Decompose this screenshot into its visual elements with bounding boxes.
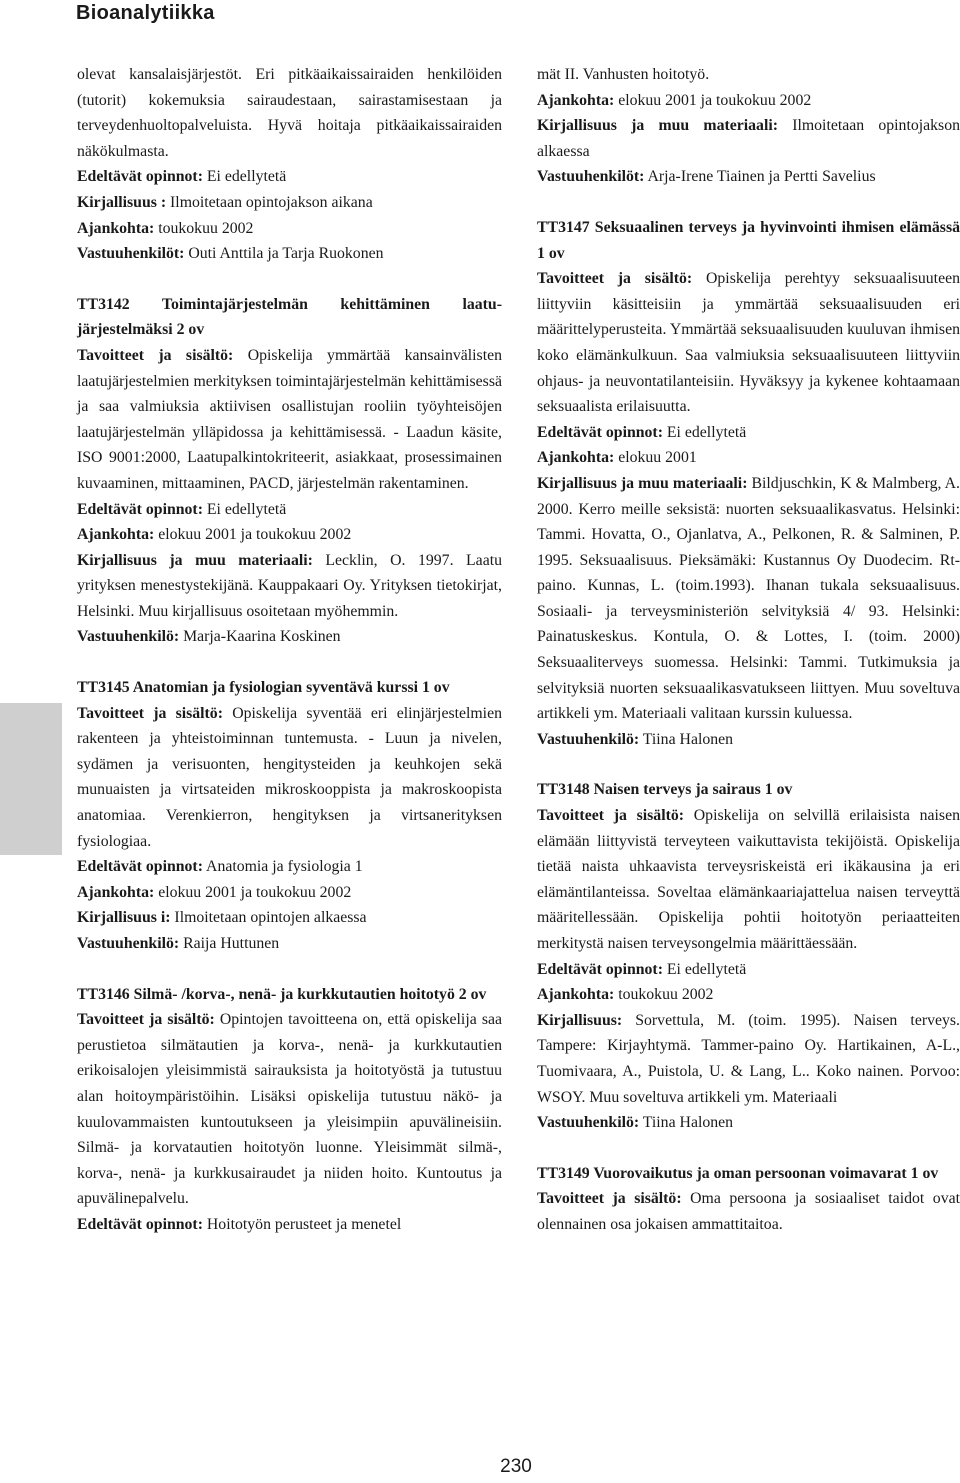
field-line [77,164,502,190]
course-fields [77,1007,502,1237]
field-value: elokuu 2001 [614,449,697,467]
field-label: Ajankohta: [77,883,155,901]
field-value: Opiskelija syventää eri elinjärjestelmien rakenteen ja yhteistoiminnan tuntemusta. - Luun ja nivelen, sydämen ja verisuonten, hengitysteiden ja keuhkojen sekä munuaisten ja virtsateiden mikroskooppista ja makroskoopista anatomiaa. Verenkierron, hengityksen ja virtsanerityksen fysiologiaa. [77,704,502,850]
field-value: Tiina Halonen [639,1114,734,1132]
field-label: Kirjallisuus i: [77,909,171,927]
field-line [537,1008,960,1110]
field-line [77,1007,502,1212]
field-label: Edeltävät opinnot: [537,960,663,978]
field-line [537,1186,960,1237]
course-section [77,982,502,1238]
right-courses [537,215,960,1238]
field-label: Tavoitteet ja sisältö: [77,1011,215,1029]
field-value: Lecklin, O. 1997. Laatu yrityksen menestystekijänä. Kauppakaari Oy. Yrityksen tietokirjat, Helsinki. Muu kirjallisuus osoitetaan myöhemmin. [77,551,502,620]
field-value: Ilmoitetaan opintojakson alkaessa [537,117,960,160]
course-section [537,1161,960,1238]
field-label: Tavoitteet ja sisältö: [537,270,693,288]
intro-fields [77,164,502,266]
field-line [537,420,960,446]
field-line [537,164,960,190]
field-label: Vastuuhenkilöt: [77,245,185,263]
field-line [77,931,502,957]
field-value: Sorvettula, M. (toim. 1995). Naisen terveys. Tampere: Kirjayhtymä. Tammer-paino Oy. Hartikainen, A-L., Tuomivaara, A., Puistola, U. & Lang, L.. Koko nainen. Porvoo: WSOY. Muu soveltuva artikkeli ym. Materiaali [537,1011,960,1106]
course-fields [537,803,960,1136]
field-line [77,854,502,880]
field-value: Opiskelija perehtyy seksuaalisuuteen liittyviin käsitteisiin ja ymmärtää seksuaalisuuden eri määrittelyperusteita. Ymmärtää seksuaalisuuden kuuluvan ihmisen koko elämänkulkuun. Saa valmiuksia seksuaalisuuteen liittyviin ohjaus- ja neuvontatilanteisiin. Hyväksyy ja kykenee kohtaamaan seksuaalista erilaisuutta. [537,270,960,416]
course-title: TT3145 Anatomian ja fysiologian syventävä kurssi 1 ov [77,679,450,697]
field-label: Vastuuhenkilö: [77,628,180,646]
left-column [77,62,502,1238]
field-label: Edeltävät opinnot: [77,500,203,518]
field-line [537,113,960,164]
field-line [77,1212,502,1238]
field-value: elokuu 2001 ja toukokuu 2002 [154,883,352,901]
field-line [537,1110,960,1136]
field-line [77,190,502,216]
field-line [77,548,502,625]
field-label: Kirjallisuus: [537,1011,623,1029]
course-fields [537,1186,960,1237]
field-value: Opiskelija ymmärtää kansainvälisten laatujärjestelmien merkityksen toimintajärjestelmän kehittämisessä ja saa valmiuksia aktiivisen osallistujan rooliin työyhteisöjen laatujärjestelmän ylläpidossa ja kehittämisessä. - Laadun käsite, ISO 9001:2000, Laatupalkintokriteerit, asiakkaat, prosessimainen kuvaaminen, mittaaminen, PACD, järjestelmän rakentaminen. [77,346,502,492]
field-line [537,445,960,471]
field-value: Raija Huttunen [179,935,280,952]
field-value: toukokuu 2002 [154,219,254,237]
field-label: Edeltävät opinnot: [537,423,663,441]
field-label: Vastuuhenkilö: [77,935,180,952]
course-title: TT3148 Naisen terveys ja sairaus 1 ov [537,781,793,799]
continuation-paragraph: mät II. Vanhusten hoitotyö. [537,66,710,83]
field-line [537,982,960,1008]
field-line [537,471,960,727]
field-label: Vastuuhenkilö: [537,730,640,748]
chapter-side-tab [0,703,62,855]
field-value: elokuu 2001 ja toukokuu 2002 [614,91,812,109]
course-section [537,777,960,1135]
field-line [537,727,960,753]
field-label: Kirjallisuus ja muu materiaali: [77,551,313,569]
field-line [77,241,502,267]
field-label: Ajankohta: [77,219,155,237]
field-value: Oma persoona ja sosiaaliset taidot ovat olennainen osa jokaisen ammattitaitoa. [537,1190,960,1233]
field-value: Outi Anttila ja Tarja Ruokonen [184,245,384,263]
field-label: Edeltävät opinnot: [77,858,203,876]
field-value: Opintojen tavoitteena on, että opiskelija saa perustietoa silmätautien ja korva-, nenä- ja kurkkutautien erikoisalojen yleisimmistä sairauksista ja hoitotyöstä ja tutustuu alan hoitoympäristöihin. Lisäksi opiskelija tutustuu näkö- ja kuulovammaisten kuntoutukseen ja yleisimpiin apuvälineisiin. Silmä- ja korvatautien hoitotyön luonne. Yleisimmät silmä-, korva-, nenä- ja kurkkusairaudet ja niiden hoito. Kuntoutus ja apuvälinepalvelu. [77,1011,502,1208]
field-line [77,880,502,906]
field-value: Ilmoitetaan opintojen alkaessa [170,909,367,927]
course-title: TT3149 Vuorovaikutus ja oman persoonan voimavarat 1 ov [537,1164,939,1182]
field-value: Ei edellytetä [202,500,287,518]
field-label: Tavoitteet ja sisältö: [77,704,223,722]
field-line [77,216,502,242]
field-label: Tavoitteet ja sisältö: [537,807,685,825]
field-value: Arja-Irene Tiainen ja Pertti Savelius [644,168,876,186]
field-label: Ajankohta: [537,449,615,467]
course-section [77,675,502,957]
course-section [77,292,502,650]
field-value: Ilmoitetaan opintojakson aikana [166,193,373,211]
field-label: Kirjallisuus ja muu materiaali: [537,117,778,135]
field-label: Tavoitteet ja sisältö: [77,346,234,364]
field-value: elokuu 2001 ja toukokuu 2002 [154,526,352,544]
course-title: TT3142 Toimintajärjestelmän kehittäminen laatujärjestelmäksi 2 ov [77,295,502,339]
field-label: Ajankohta: [537,986,615,1004]
field-label: Ajankohta: [77,526,155,544]
field-line [77,624,502,650]
course-title: TT3146 Silmä- /korva-, nenä- ja kurkkutautien hoitotyö 2 ov [77,985,487,1003]
field-value: Anatomia ja fysiologia 1 [202,858,363,876]
field-label: Edeltävät opinnot: [77,168,203,186]
field-line [77,343,502,497]
field-label: Kirjallisuus ja muu materiaali: [537,474,748,492]
field-line [537,957,960,983]
course-fields [77,343,502,650]
field-value: toukokuu 2002 [614,986,714,1004]
course-fields [537,266,960,752]
field-line [77,701,502,855]
field-value: Tiina Halonen [639,730,734,748]
field-line [537,803,960,957]
field-label: Edeltävät opinnot: [77,1215,203,1233]
field-label: Kirjallisuus : [77,193,167,211]
right-column [537,62,960,1238]
field-value: Ei edellytetä [202,168,287,186]
field-value: Marja-Kaarina Koskinen [179,628,341,646]
page-number: 230 [500,1456,532,1477]
field-value: Ei edellytetä [662,423,747,441]
field-line [77,497,502,523]
course-title: TT3147 Seksuaalinen terveys ja hyvinvointi ihmisen elämässä 1 ov [537,218,960,262]
running-title: Bioanalytiikka [76,2,215,24]
field-line [537,266,960,420]
field-label: Tavoitteet ja sisältö: [537,1190,682,1208]
intro-paragraph: olevat kansalaisjärjestöt. Eri pitkäaikaissairaiden henkilöiden (tutorit) kokemuksia sairaudestaan, sairastamisestaan ja terveydenhuoltopalveluista. Hyvä hoitaja pitkäaikaissairaiden näkökulmasta. [77,66,502,160]
field-value: Opiskelija on selvillä erilaisista naisen elämään liittyvistä terveyteen vaikuttavista tekijöistä. Opiskelija tietää naista uhkaavista terveysriskeistä eri ikäkausina ja eri elämäntilanteissa. Soveltaa elämänkaariajattelua naisen terveyttä määritellessään. Opiskelija pohtii hoitotyön periaatteiten merkitystä naisen terveysongelmia määrittäessään. [537,807,960,952]
course-fields [77,701,502,957]
course-section [537,215,960,752]
field-line [537,88,960,114]
left-courses [77,292,502,1238]
field-label: Vastuuhenkilöt: [537,168,645,186]
field-line [77,522,502,548]
continuation-fields [537,88,960,190]
field-value: Ei edellytetä [662,960,747,978]
field-label: Vastuuhenkilö: [537,1114,640,1132]
field-value: Bildjuschkin, K & Malmberg, A. 2000. Kerro meille seksistä: nuorten seksuaalikasvatus. Helsinki: Tammi. Hovatta, O., Ojanlatva, A., Pelkonen, R. & Salminen, P. 1995. Seksuaalisuus. Pieksämäki: Kustannus Oy Duodecim. Rtpaino. Kunnas, L. (toim.1993). Ihanan tukala seksuaalisuus. Sosiaali- ja terveysministeriön selvityksiä 4/ 93. Helsinki: Painatuskeskus. Kontula, O. & Lottes, I. (toim. 2000) Seksuaaliterveys suomessa. Helsinki: Tammi. Tutkimuksia ja selvityksiä nuorten seksuaalikasvatukseen liittyen. Muu soveltuva artikkeli ym. Materiaali valitaan kurssin kuluessa. [537,474,960,723]
field-label: Ajankohta: [537,91,615,109]
field-value: Hoitotyön perusteet ja menetel [202,1215,402,1233]
field-line [77,905,502,931]
